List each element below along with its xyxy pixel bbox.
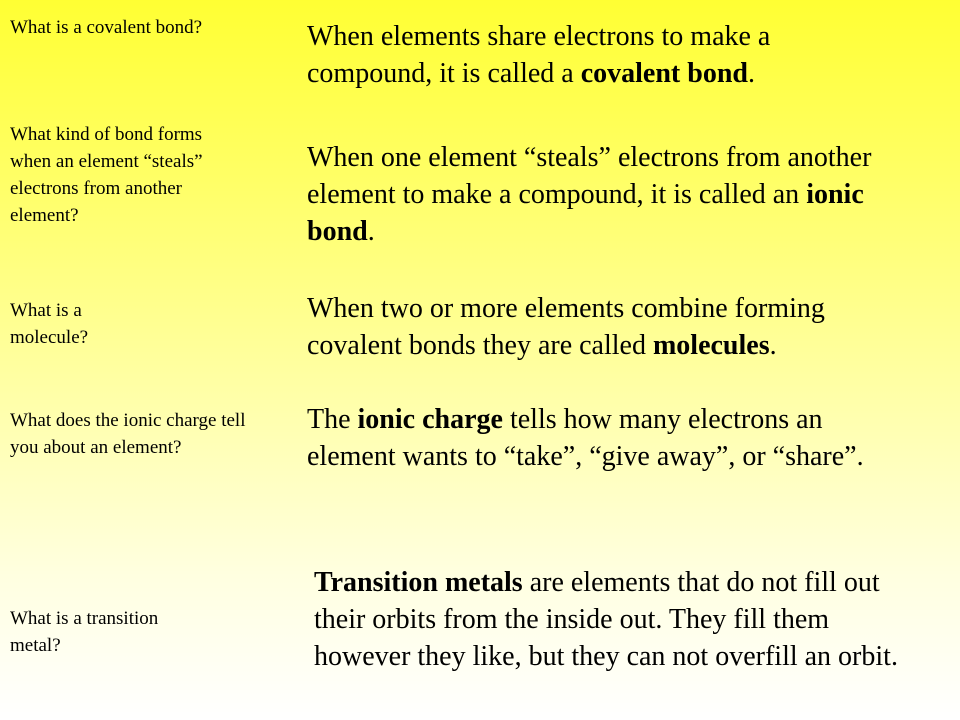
answer-text: The <box>307 404 358 435</box>
answer-text: . <box>769 330 777 361</box>
answer-term: molecules <box>652 330 770 361</box>
answer-text: . <box>367 216 375 247</box>
question-transition-metal: What is a transition metal? <box>10 608 159 656</box>
answer-text: When two or more elements combine forming covalent bonds they are called <box>307 293 825 361</box>
answer-text: . <box>747 58 755 89</box>
answer-term: Transition metals <box>314 567 523 598</box>
question-ionic-charge: What does the ionic charge tell you about an element? <box>10 410 246 458</box>
answer-term: covalent bond <box>580 58 748 89</box>
answer-text: are elements that do not fill out their orbits from the inside out. They fill them however they like, but they can not overfill an orbit. <box>314 567 898 672</box>
answer-text: When elements share electrons to make a compound, it is called a <box>307 21 771 89</box>
answer-transition-metal <box>314 564 919 675</box>
answer-term: ionic bond <box>307 179 864 247</box>
answer-ionic-bond <box>307 139 932 250</box>
question-molecule: What is a molecule? <box>10 300 89 348</box>
question-ionic-bond: What kind of bond forms when an element “steals” electrons from another element? <box>10 124 203 226</box>
answer-text: When one element “steals” electrons from another element to make a compound, it is called an <box>307 142 872 210</box>
answer-term: ionic charge <box>357 404 503 435</box>
answer-ionic-charge <box>307 401 907 475</box>
question-covalent-bond: What is a covalent bond? <box>10 17 203 38</box>
answer-molecule <box>307 290 907 364</box>
answer-covalent-bond <box>307 18 847 92</box>
answer-text: tells how many electrons an element wants to “take”, “give away”, or “share”. <box>307 404 864 472</box>
